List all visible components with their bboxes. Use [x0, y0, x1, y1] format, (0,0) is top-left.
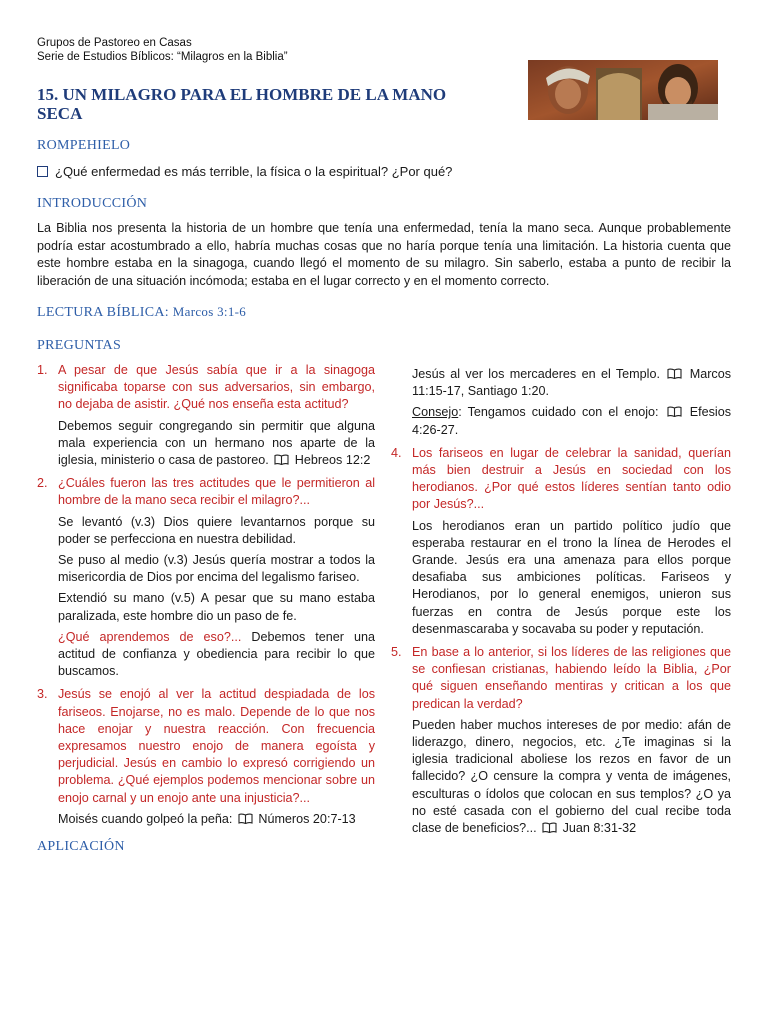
- questions-left-column: [37, 362, 375, 834]
- question-2-answer-2: Se puso al medio (v.3) Jesús quería mostrar a todos la misericordia de Dios por encima del legalismo fariseo.: [58, 553, 375, 585]
- question-3-answer: [37, 811, 375, 828]
- followup-answer: Debemos tener una actitud de confianza y obediencia para recibir lo que buscamos.: [58, 629, 375, 679]
- introduction-text: La Biblia nos presenta la historia de un hombre que tenía una enfermedad, tenía la mano seca. Aunque probablemente podría estar acostumbrado a ello, habría muchas cosas que no haría porque tenía una limitación. La historia cuenta que este hombre estaba en la sinagoga, cuando llegó el momento de su milagro. Sin saberlo, estaba a punto de recibir la liberación de una situación incómoda; estaba en el lugar correcto y en el momento correcto.: [37, 221, 731, 288]
- question-2-prompt: [37, 475, 375, 509]
- answer-text: Jesús al ver los mercaderes en el Templo.: [412, 367, 660, 381]
- open-book-icon: [667, 406, 682, 417]
- question-number: 1.: [37, 363, 48, 377]
- icebreaker-question: ¿Qué enfermedad es más terrible, la física o la espiritual? ¿Por qué?: [55, 164, 453, 179]
- question-3-prompt: [37, 686, 375, 806]
- header-series-title: Serie de Estudios Bíblicos: “Milagros en la Biblia”: [37, 51, 288, 63]
- question-number: 5.: [391, 645, 402, 660]
- question-2: [37, 475, 375, 680]
- question-5-answer: [391, 717, 731, 837]
- question-number: 3.: [37, 687, 48, 702]
- heading-introduction: INTRODUCCIÓN: [37, 196, 148, 211]
- question-text: En base a lo anterior, si los líderes de las religiones que se confiesan cristianas, habiendo leído la Biblia, ¿Por qué siguen enseñando mentiras y critican a los que predican la verdad?: [412, 645, 731, 711]
- open-book-icon: [274, 454, 289, 465]
- open-book-icon: [667, 368, 682, 379]
- question-2-answer-1: Se levantó (v.3) Dios quiere levantarnos porque su poder se perfecciona en nuestra debilidad.: [58, 514, 375, 546]
- question-text: ¿Cuáles fueron las tres actitudes que le permitieron al hombre de la mano seca recibir el milagro?...: [58, 476, 375, 508]
- lesson-title: 15. UN MILAGRO PARA EL HOMBRE DE LA MANO SECA: [37, 85, 447, 123]
- icebreaker-item: [37, 164, 452, 179]
- heading-application: APLICACIÓN: [37, 839, 125, 854]
- question-number: 2.: [37, 476, 48, 491]
- question-4-prompt: [391, 445, 731, 514]
- question-4-answer: Los herodianos eran un partido político judío que esperaba restaurar en el trono la línea de Herodes el Grande. Jesús era una amenaza para ellos porque desafiaba sus ambiciones políticas. Fariseos y Herodianos, por lo general enemigos, unieron sus fuerzas en contra de Jesús porque este los desenmascaraba y socavaba su poder y reputación.: [412, 518, 731, 636]
- question-number: 4.: [391, 445, 402, 460]
- question-3: [37, 686, 375, 828]
- answer-text: Debemos seguir congregando sin permitir que alguna mala experiencia con un hermano nos aparte de la iglesia, ministerio o casa de pastoreo.: [58, 418, 375, 468]
- question-1-prompt: [37, 362, 375, 414]
- checkbox-icon: [37, 166, 48, 177]
- answer-reference: Hebreos 12:2: [294, 453, 371, 468]
- header-series-group: Grupos de Pastoreo en Casas: [37, 37, 192, 49]
- question-2-followup: [37, 629, 375, 681]
- answer-text: Pueden haber muchos intereses de por medio: afán de liderazgo, dinero, negocios, etc. ¿Te imaginas si la iglesia tradicional aboliese los rezos en favor de un fallecido? ¿O censure la compra y venta de imágenes, esculturas o ídolos que colocan en sus templos? ¿O ya no esté casada con el gobierno del cual recibe toda clase de beneficios?...: [412, 717, 731, 836]
- answer-reference: Números 20:7-13: [258, 811, 356, 826]
- illustration-graphic: [528, 60, 718, 120]
- heading-icebreaker: ROMPEHIELO: [37, 138, 131, 153]
- question-text: Los fariseos en lugar de celebrar la sanidad, querían más bien destruir a Jesús en sociedad con los herodianos. ¿Por qué estos líderes sentían tanto odio por Jesús?...: [412, 445, 731, 512]
- question-text: Jesús se enojó al ver la actitud despiadada de los fariseos. Enojarse, no es malo. Depende de lo que nos hace enojar y nuestra reacción. Con frecuencia expresamos nuestro enojo de manera egoísta y perjudicial. Jesús en cambio lo expresó corrigiendo un problema. ¿Qué ejemplos podemos mencionar sobre un enojo carnal y un enojo ante una injusticia?...: [58, 687, 375, 805]
- followup-question: ¿Qué aprendemos de eso?...: [58, 629, 242, 644]
- question-1-answer: [37, 418, 375, 470]
- bible-reading-label: LECTURA BÍBLICA:: [37, 305, 169, 320]
- question-3-answer-continued: [391, 366, 731, 400]
- heading-questions: PREGUNTAS: [37, 338, 122, 353]
- lesson-illustration: [528, 60, 718, 120]
- advice-label: Consejo: [412, 405, 459, 420]
- question-3-continued: [391, 366, 731, 439]
- bible-reading-reference: Marcos 3:1-6: [172, 304, 247, 319]
- open-book-icon: [542, 822, 557, 833]
- document-header: [37, 36, 288, 64]
- open-book-icon: [238, 813, 253, 824]
- answer-reference: Juan 8:31-32: [562, 821, 637, 836]
- question-1: [37, 362, 375, 469]
- question-4: [391, 445, 731, 638]
- answer-text: Moisés cuando golpeó la peña:: [58, 811, 233, 826]
- question-3-advice: [391, 404, 731, 438]
- question-5-prompt: [391, 644, 731, 713]
- question-text: A pesar de que Jesús sabía que ir a la sinagoga significaba toparse con sus adversarios, sin embargo, no dejaba de asistir. ¿Qué nos enseña esta actitud?: [58, 363, 375, 412]
- question-2-answer-3: Extendió su mano (v.5) A pesar que su mano estaba paralizada, este hombre dio un paso de fe.: [58, 591, 375, 623]
- advice-reference: Efesios 4:26-27.: [412, 405, 732, 437]
- question-5: [391, 644, 731, 837]
- answer-reference: Marcos 11:15-17, Santiago 1:20.: [412, 367, 731, 399]
- heading-bible-reading: [37, 304, 246, 321]
- advice-text: : Tengamos cuidado con el enojo:: [458, 405, 659, 420]
- questions-right-column: [391, 362, 731, 843]
